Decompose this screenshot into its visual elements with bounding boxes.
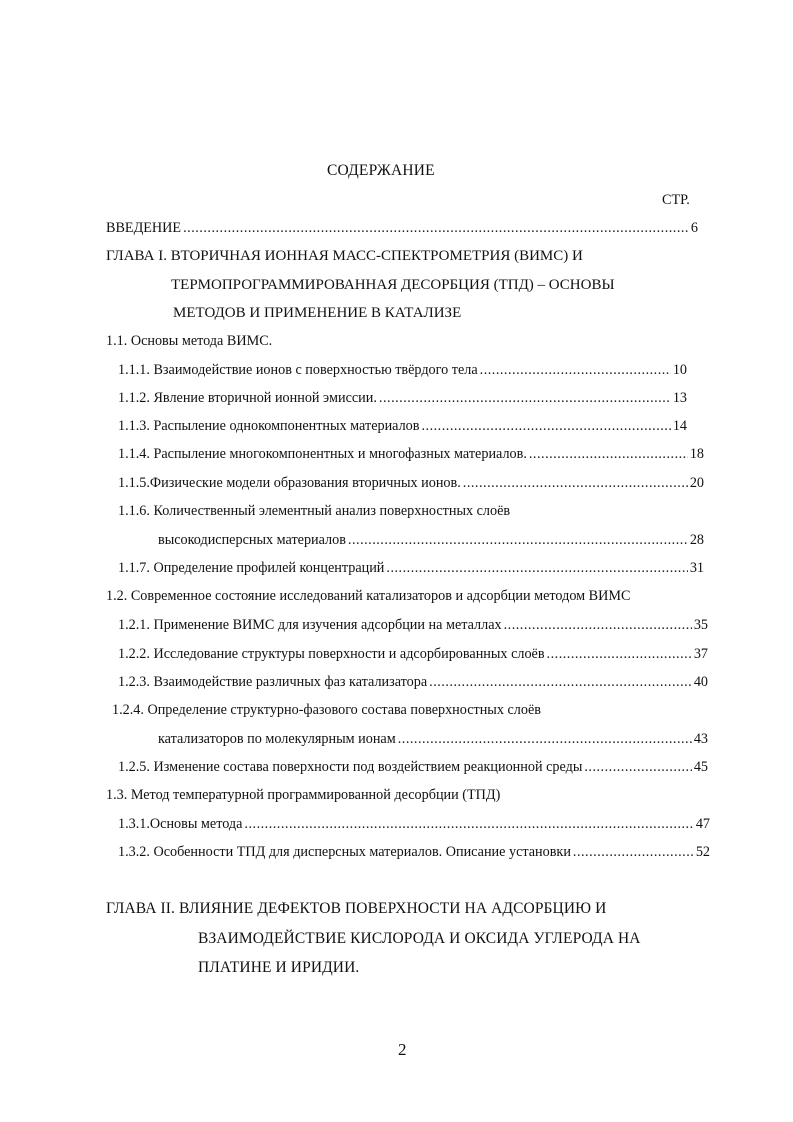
toc-entry-1-1-7[interactable]	[118, 561, 704, 575]
chapter1-heading-line1: ГЛАВА I. ВТОРИЧНАЯ ИОННАЯ МАСС-СПЕКТРОМЕТРИЯ (ВИМС) И	[106, 248, 583, 264]
toc-entry-label: ВВЕДЕНИЕ	[106, 220, 182, 236]
toc-entry-1-1-4[interactable]	[118, 447, 704, 461]
toc-entry-label: 1.2.5. Изменение состава поверхности под воздействием реакционной среды	[118, 759, 583, 775]
toc-entry-1-2-1[interactable]	[118, 618, 708, 632]
leader-dots	[463, 476, 688, 490]
toc-entry-1-1-2[interactable]	[118, 391, 687, 405]
toc-entry-1-2-2[interactable]	[118, 647, 708, 661]
toc-entry-page: 20	[689, 475, 704, 491]
toc-entry-page: 18	[689, 446, 704, 462]
leader-dots	[398, 732, 692, 746]
chapter1-heading-line2: ТЕРМОПРОГРАММИРОВАННАЯ ДЕСОРБЦИЯ (ТПД) – ОСНОВЫ	[171, 277, 615, 293]
toc-entry-1-1-6-line1: 1.1.6. Количественный элементный анализ поверхностных слоёв	[118, 503, 511, 519]
toc-entry-page: 40	[693, 674, 708, 690]
leader-dots	[573, 845, 694, 859]
section-1-1: 1.1. Основы метода ВИМС.	[106, 333, 273, 349]
toc-entry-label: 1.1.7. Определение профилей концентраций	[118, 560, 385, 576]
toc-entry-page: 35	[693, 617, 708, 633]
toc-entry-label: 1.1.2. Явление вторичной ионной эмиссии.	[118, 390, 377, 406]
toc-entry-page: 10	[672, 362, 687, 378]
chapter2-heading-line1: ГЛАВА II. ВЛИЯНИЕ ДЕФЕКТОВ ПОВЕРХНОСТИ НА АДСОРБЦИЮ И	[106, 900, 607, 917]
toc-entry-label: 1.1.3. Распыление однокомпонентных материалов	[118, 418, 420, 434]
toc-entry-label: 1.1.1. Взаимодействие ионов с поверхностью твёрдого тела	[118, 362, 478, 378]
toc-entry-1-2-4-line1: 1.2.4. Определение структурно-фазового состава поверхностных слоёв	[112, 702, 541, 718]
chapter2-heading-line2: ВЗАИМОДЕЙСТВИЕ КИСЛОРОДА И ОКСИДА УГЛЕРОДА НА	[198, 930, 641, 947]
toc-entry-label: 1.2.1. Применение ВИМС для изучения адсорбции на металлах	[118, 617, 502, 633]
toc-entry-page: 43	[693, 731, 708, 747]
section-1-2: 1.2. Современное состояние исследований катализаторов и адсорбции методом ВИМС	[106, 588, 631, 604]
leader-dots	[429, 675, 692, 689]
toc-entry-1-3-2[interactable]	[118, 845, 710, 859]
section-1-3: 1.3. Метод температурной программированной десорбции (ТПД)	[106, 787, 501, 803]
toc-entry-page: 6	[690, 220, 698, 236]
page-column-label: СТР.	[662, 192, 690, 208]
toc-title: СОДЕРЖАНИЕ	[327, 162, 435, 179]
leader-dots	[421, 419, 670, 433]
toc-entry-1-3-1[interactable]	[118, 817, 710, 831]
chapter1-heading-line3: МЕТОДОВ И ПРИМЕНЕНИЕ В КАТАЛИЗЕ	[173, 305, 462, 321]
toc-entry-1-2-3[interactable]	[118, 675, 708, 689]
toc-entry-page: 45	[693, 759, 708, 775]
toc-entry-page: 37	[693, 646, 708, 662]
leader-dots	[584, 760, 691, 774]
toc-entry-1-1-3[interactable]	[118, 419, 687, 433]
toc-entry-page: 31	[689, 560, 704, 576]
leader-dots	[386, 561, 687, 575]
toc-entry-page: 28	[689, 532, 704, 548]
page-number: 2	[398, 1040, 407, 1059]
toc-entry-page: 52	[695, 844, 710, 860]
toc-entry-label: катализаторов по молекулярным ионам	[158, 731, 396, 747]
toc-entry-label: 1.3.2. Особенности ТПД для дисперсных материалов. Описание установки	[118, 844, 571, 860]
chapter2-heading-line3: ПЛАТИНЕ И ИРИДИИ.	[198, 959, 360, 976]
toc-entry-1-1-6[interactable]	[158, 533, 704, 547]
toc-entry-1-2-4[interactable]	[158, 732, 708, 746]
toc-entry-label: высокодисперсных материалов	[158, 532, 346, 548]
toc-entry-intro[interactable]	[106, 221, 698, 235]
toc-entry-label: 1.1.5.Физические модели образования вторичных ионов.	[118, 475, 461, 491]
toc-entry-page: 47	[695, 816, 710, 832]
toc-entry-1-1-1[interactable]	[118, 363, 687, 377]
leader-dots	[183, 221, 689, 235]
leader-dots	[480, 363, 671, 377]
toc-entry-label: 1.3.1.Основы метода	[118, 816, 243, 832]
toc-entry-label: 1.2.2. Исследование структуры поверхности и адсорбированных слоёв	[118, 646, 545, 662]
toc-entry-page: 14	[672, 418, 687, 434]
toc-entry-page: 13	[672, 390, 687, 406]
toc-entry-label: 1.1.4. Распыление многокомпонентных и многофазных материалов.	[118, 446, 527, 462]
leader-dots	[547, 647, 692, 661]
toc-entry-1-1-5[interactable]	[118, 476, 704, 490]
leader-dots	[529, 447, 688, 461]
toc-entry-label: 1.2.3. Взаимодействие различных фаз катализатора	[118, 674, 428, 690]
leader-dots	[504, 618, 692, 632]
leader-dots	[348, 533, 688, 547]
leader-dots	[379, 391, 671, 405]
leader-dots	[244, 817, 693, 831]
toc-entry-1-2-5[interactable]	[118, 760, 708, 774]
